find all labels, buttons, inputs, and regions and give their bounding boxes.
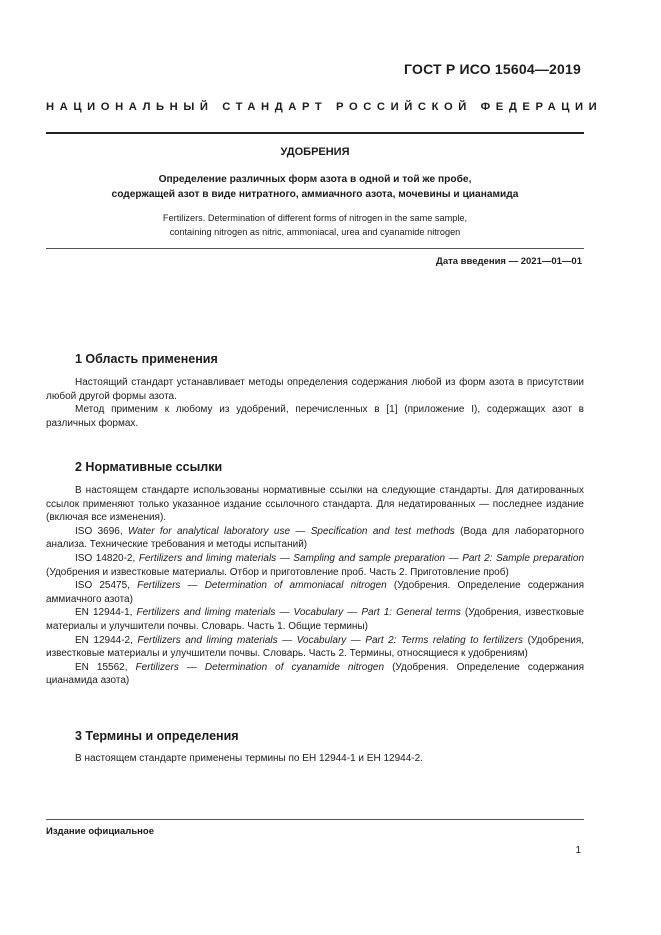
- footer-divider: [46, 819, 584, 820]
- reference-title: Fertilizers and liming materials — Sampling and sample preparation — Part 2: Sample preparation: [138, 552, 585, 564]
- reference-title: Fertilizers — Determination of ammoniacal nitrogen: [137, 580, 387, 592]
- section-3-heading: 3 Термины и определения: [75, 729, 239, 743]
- reference-title: Fertilizers and liming materials — Vocabulary — Part 1: General terms: [136, 607, 461, 619]
- section-2-intro: В настоящем стандарте использованы нормативные ссылки на следующие стандарты. Для датированных ссылок применяют только указанное издание ссылочного стандарта. Для недатированных — последнее издание (включая все изменения).: [46, 485, 584, 524]
- title-divider: [46, 248, 584, 249]
- header-divider: [46, 132, 584, 134]
- reference-translation: (Удобрения. Определение содержания аммиачного азота): [46, 580, 585, 605]
- introduction-date: Дата введения — 2021—01—01: [436, 256, 582, 267]
- official-edition-label: Издание официальное: [46, 826, 154, 837]
- reference-translation: (Удобрения. Определение содержания цианамида азота): [46, 661, 584, 687]
- section-1-paragraph-2: Метод применим к любому из удобрений, перечисленных в [1] (приложение I), содержащих азот в различных формах.: [46, 404, 584, 429]
- reference-translation: (Удобрения, известковые материалы и улучшители почвы. Словарь. Часть 1. Общие термины): [46, 607, 585, 632]
- title-english: [46, 212, 584, 239]
- section-3-paragraph-1: В настоящем стандарте применены термины по ЕН 12944-1 и ЕН 12944-2.: [75, 753, 423, 764]
- reference-translation: (Удобрения и известковые материалы. Отбор и приготовление проб. Часть 2. Приготовление проб): [46, 566, 509, 578]
- reference-title: Water for analytical laboratory use — Specification and test methods: [128, 525, 455, 537]
- reference-translation: (Вода для лабораторного анализа. Технические требования и методы испытаний): [46, 525, 585, 551]
- section-2-body: [46, 484, 584, 688]
- reference-code: ISO 14820-2,: [75, 552, 136, 564]
- section-1-paragraph-1: Настоящий стандарт устанавливает методы определения содержания любой из форм азота в присутствии любой другой формы азота.: [46, 377, 584, 402]
- title-russian: [46, 172, 584, 202]
- reference-code: EN 15562,: [75, 661, 128, 673]
- reference-code: EN 12944-1,: [75, 607, 133, 619]
- document-number: ГОСТ Р ИСО 15604—2019: [404, 61, 581, 77]
- reference-title: Fertilizers — Determination of cyanamide nitrogen: [135, 661, 385, 673]
- title-en-line-1: Fertilizers. Determination of different forms of nitrogen in the same sample,: [162, 213, 468, 223]
- reference-translation: (Удобрения, известковые материалы и улучшители почвы. Словарь. Часть 2. Термины, относящиеся к удобрениям): [46, 634, 585, 660]
- reference-item: [46, 579, 584, 606]
- reference-item: [46, 552, 584, 579]
- section-1-heading: 1 Область применения: [75, 352, 218, 366]
- title-ru-line-2: содержащей азот в виде нитратного, аммиачного азота, мочевины и цианамида: [111, 189, 519, 200]
- reference-item: [46, 606, 584, 633]
- section-1-body: [46, 376, 584, 430]
- title-ru-line-1: Определение различных форм азота в одной и той же пробе,: [158, 174, 472, 185]
- reference-code: ISO 3696,: [75, 525, 123, 537]
- reference-title: Fertilizers and liming materials — Vocabulary — Part 2: Terms relating to fertilizers: [137, 634, 524, 646]
- section-3-body: [46, 752, 584, 766]
- section-2-heading: 2 Нормативные ссылки: [75, 460, 223, 474]
- reference-code: ISO 25475,: [75, 580, 130, 592]
- page-number: 1: [575, 845, 581, 856]
- reference-item: [46, 525, 584, 552]
- reference-code: EN 12944-2,: [75, 634, 133, 646]
- title-en-line-2: containing nitrogen as nitric, ammoniacal, urea and cyanamide nitrogen: [169, 226, 461, 237]
- reference-item: [46, 661, 584, 688]
- national-standard-heading: НАЦИОНАЛЬНЫЙ СТАНДАРТ РОССИЙСКОЙ ФЕДЕРАЦИИ: [46, 101, 603, 113]
- standard-title: УДОБРЕНИЯ: [280, 146, 350, 158]
- reference-item: [46, 634, 584, 661]
